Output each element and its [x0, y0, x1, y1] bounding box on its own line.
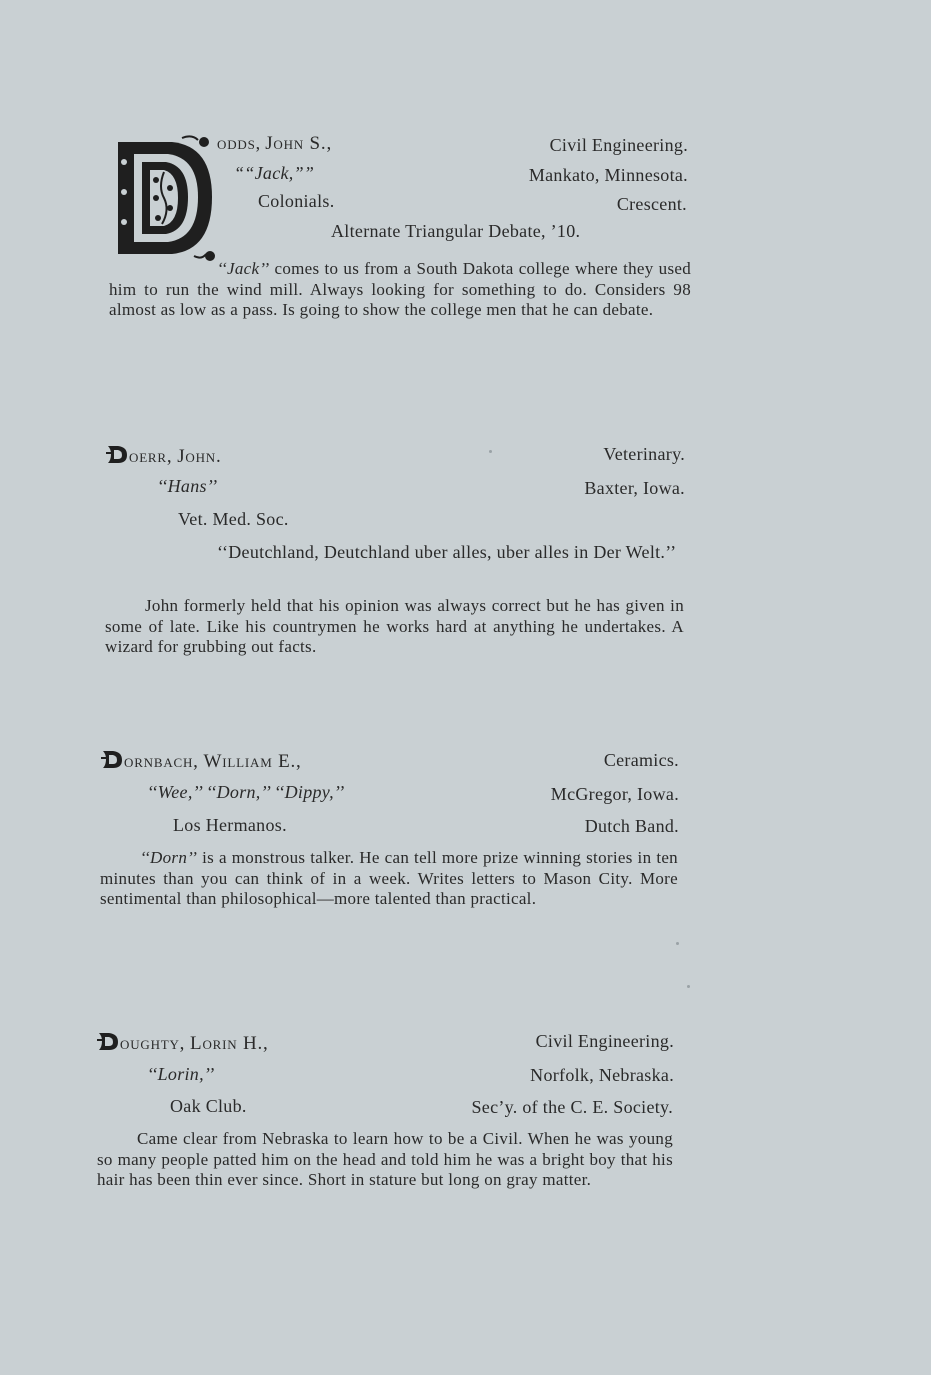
bio-text: comes to us from a South Dakota college where they used him to run the wind mill. Always looking for something to do. Considers 98 almost as low as a pass. Is going to show the college men that he can debate.: [109, 259, 691, 319]
given-name: William E.,: [203, 751, 302, 772]
biography: [109, 259, 691, 321]
hometown: Mankato, Minnesota.: [528, 165, 688, 185]
organization: Vet. Med. Soc.: [178, 509, 289, 529]
bio-nickname: ‘‘Dorn’’: [140, 848, 198, 867]
surname: ornbach,: [124, 751, 199, 772]
bio-text: is a monstrous talker. He can tell more prize winning stories in ten minutes than you can think of in a week. Writes letters to Mason City. More sentimental than philosophical—more talented than practical.: [100, 848, 678, 908]
society: Crescent.: [616, 194, 687, 214]
nickname: ““Jack,””: [234, 163, 315, 183]
department: Veterinary.: [603, 444, 685, 464]
department: Civil Engineering.: [535, 1031, 674, 1051]
nickname: ‘‘Lorin,’’: [147, 1064, 215, 1084]
print-speck: [489, 450, 492, 453]
department: Ceramics.: [603, 750, 679, 770]
name-line: odds, John S.,: [217, 133, 332, 154]
hometown: Norfolk, Nebraska.: [530, 1065, 674, 1085]
bio-nickname: ‘‘Jack’’: [217, 259, 270, 278]
print-speck: [676, 942, 679, 945]
surname: odds: [217, 133, 256, 154]
surname: oughty,: [120, 1033, 186, 1054]
biography: John formerly held that his opinion was always correct but he has given in some of late. Like his countrymen he works hard at anything he undertakes. A wizard for grubbing out facts.: [105, 596, 684, 656]
quote: ‘‘Deutchland, Deutchland uber alles, uber alles in Der Welt.’’: [217, 542, 677, 562]
blackletter-d-icon: [106, 443, 128, 465]
organization: Oak Club.: [170, 1096, 247, 1116]
hometown: McGregor, Iowa.: [550, 784, 679, 804]
name-line: [106, 443, 222, 468]
department: Civil Engineering.: [549, 135, 688, 155]
hometown: Baxter, Iowa.: [584, 478, 685, 498]
name-line: [101, 748, 302, 773]
name-line: [97, 1030, 269, 1055]
organization: Los Hermanos.: [173, 815, 287, 835]
society: Sec’y. of the C. E. Society.: [471, 1097, 673, 1117]
surname: oerr,: [129, 446, 173, 467]
blackletter-d-icon: [97, 1030, 119, 1052]
nickname: ‘‘Wee,’’ ‘‘Dorn,’’ ‘‘Dippy,’’: [147, 782, 345, 802]
print-speck: [687, 985, 690, 988]
biography: [100, 848, 678, 910]
given-name: Lorin H.,: [190, 1033, 269, 1054]
organization: Colonials.: [258, 191, 335, 211]
nickname: ‘‘Hans’’: [157, 476, 218, 496]
society: Dutch Band.: [584, 816, 679, 836]
ornamental-drop-cap-d: [112, 132, 216, 262]
given-name: John.: [177, 446, 222, 467]
biography: Came clear from Nebraska to learn how to be a Civil. When he was young so many people patted him on the head and told him he was a bright boy that his hair has been thin ever since. Short in stature but long on gray matter.: [97, 1129, 673, 1189]
given-name: John S.,: [265, 133, 332, 154]
blackletter-d-icon: [101, 748, 123, 770]
honor: Alternate Triangular Debate, ’10.: [331, 221, 581, 241]
